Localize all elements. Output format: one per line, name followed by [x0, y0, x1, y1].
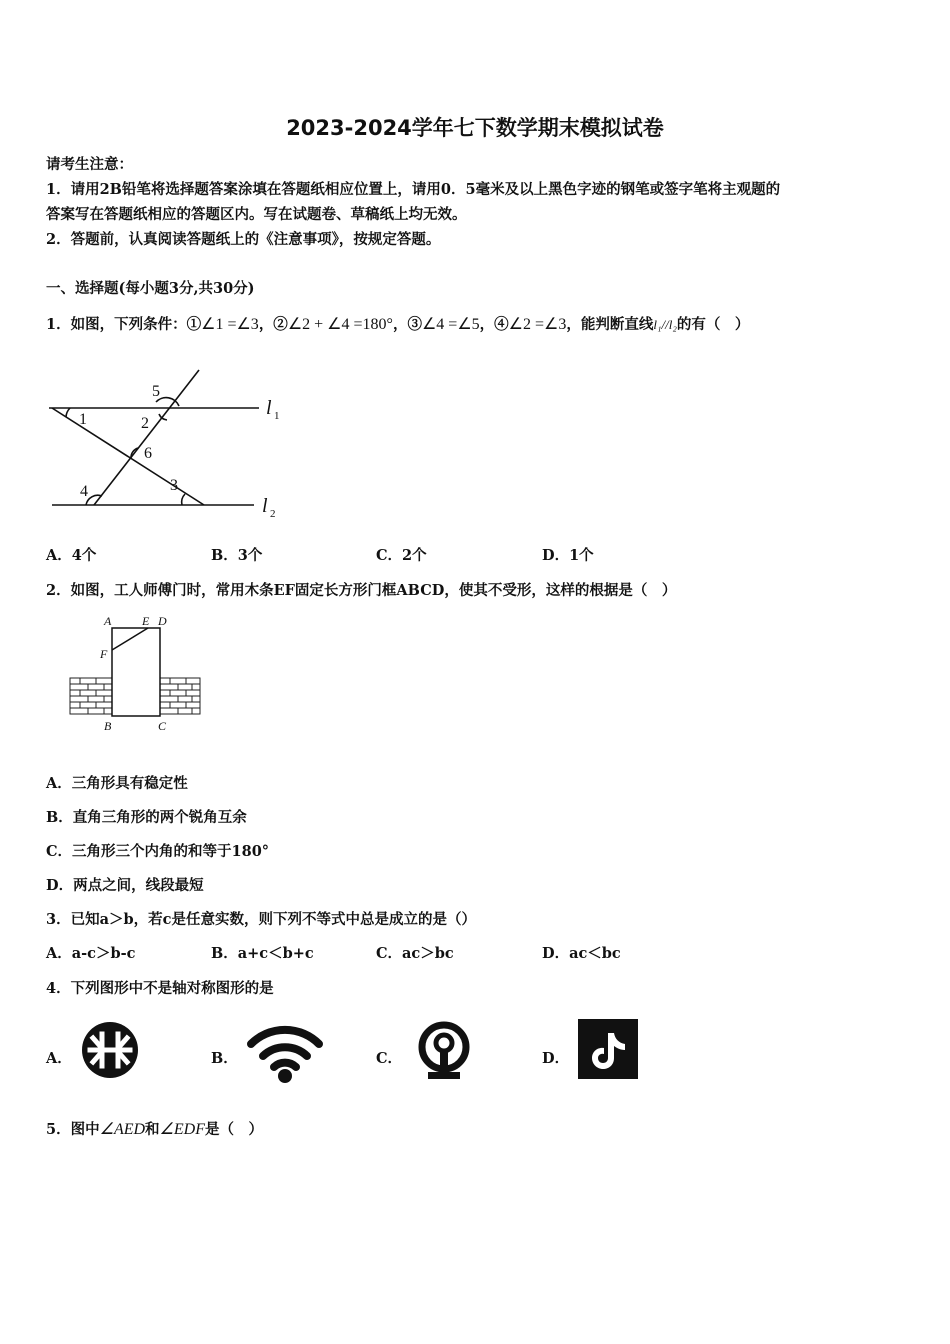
- transversal-1: [52, 408, 204, 505]
- q1-condition-3: ∠4 =∠5: [421, 316, 480, 333]
- q4-option-a-label[interactable]: A．: [46, 1050, 72, 1067]
- label-C: C: [158, 719, 167, 733]
- label-l2-sub: 2: [270, 508, 276, 520]
- label-4: 4: [80, 483, 88, 500]
- transversal-2: [94, 370, 199, 505]
- label-6: 6: [144, 445, 152, 462]
- q4-option-d-label[interactable]: D．: [542, 1050, 570, 1067]
- q1-option-a[interactable]: A．4个: [46, 547, 97, 564]
- door-frame-abcd: [112, 628, 160, 716]
- railway-logo-icon[interactable]: [412, 1018, 476, 1084]
- q1-figure: [44, 362, 294, 522]
- label-l1-sub: 1: [274, 410, 280, 422]
- q1-sep-3: ，③: [392, 316, 422, 333]
- q1-mid: ，能判断直线: [566, 316, 654, 333]
- q1-prefix: 1．如图，下列条件：①: [46, 316, 202, 333]
- question-5: [46, 1118, 263, 1139]
- metro-logo-icon[interactable]: [78, 1018, 142, 1082]
- q2-option-a[interactable]: A．三角形具有稳定性: [46, 775, 188, 792]
- q1-sep-2: ，②: [258, 316, 288, 333]
- tiktok-logo-icon[interactable]: [578, 1019, 638, 1079]
- notice-line-3: 2．答题前，认真阅读答题纸上的《注意事项》，按规定答题。: [46, 231, 441, 248]
- label-B: B: [104, 719, 112, 733]
- q1-option-c[interactable]: C．2个: [376, 547, 427, 564]
- question-2: 2．如图，工人师傅门时，常用木条EF固定长方形门框ABCD，使其不受形，这样的根据是（ ）: [46, 582, 677, 599]
- q3-option-b[interactable]: B．a+c＜b+c: [211, 945, 314, 962]
- label-l2: l: [262, 495, 268, 517]
- q5-mid: 和: [145, 1121, 160, 1138]
- label-1: 1: [79, 411, 87, 428]
- q5-prefix: 5．图中: [46, 1121, 100, 1138]
- notice-line-1: 1．请用2B铅笔将选择题答案涂填在答题纸相应位置上，请用0．5毫米及以上黑色字迹的钢笔或签字笔将主观题的: [46, 181, 781, 198]
- q1-option-b[interactable]: B．3个: [211, 547, 263, 564]
- label-E: E: [142, 614, 150, 628]
- q5-angle-aed: ∠AED: [99, 1121, 146, 1138]
- q5-angle-edf: ∠EDF: [159, 1121, 205, 1138]
- q1-condition-1: ∠1 =∠3: [201, 316, 259, 333]
- q1-sep-4: ，④: [479, 316, 509, 333]
- q2-option-b[interactable]: B．直角三角形的两个锐角互余: [46, 809, 247, 826]
- q3-option-a[interactable]: A．a-c＞b-c: [46, 945, 136, 962]
- label-D: D: [158, 614, 167, 628]
- notice-line-2: 答案写在答题纸相应的答题区内。写在试题卷、草稿纸上均无效。: [46, 206, 467, 223]
- label-5: 5: [152, 383, 160, 400]
- q2-option-d[interactable]: D．两点之间，线段最短: [46, 877, 204, 894]
- label-F: F: [100, 647, 108, 661]
- question-1: [46, 313, 749, 334]
- question-4: 4．下列图形中不是轴对称图形的是: [46, 980, 274, 997]
- q1-condition-4: ∠2 =∠3: [508, 316, 567, 333]
- q2-figure: [66, 612, 206, 740]
- q4-option-b-label[interactable]: B．: [211, 1050, 238, 1067]
- q2-option-c[interactable]: C．三角形三个内角的和等于180°: [46, 843, 270, 860]
- arc-angle-3: [182, 494, 185, 505]
- q1-condition-2: ∠2 + ∠4 =180°: [287, 316, 393, 333]
- label-A: A: [104, 614, 112, 628]
- wifi-icon[interactable]: [244, 1020, 326, 1086]
- label-3: 3: [170, 477, 178, 494]
- section-heading: 一、选择题(每小题3分,共30分): [46, 280, 255, 297]
- notice-heading: 请考生注意：: [46, 156, 133, 173]
- label-l1: l: [266, 397, 272, 419]
- arc-angle-1: [66, 408, 70, 417]
- q5-suffix: 是（ ）: [205, 1121, 263, 1138]
- q3-option-d[interactable]: D．ac＜bc: [542, 945, 621, 962]
- q1-parallel-lines: l₁//l₂: [653, 317, 677, 332]
- q4-option-c-label[interactable]: C．: [376, 1050, 403, 1067]
- label-2: 2: [141, 415, 149, 432]
- q3-option-c[interactable]: C．ac＞bc: [376, 945, 454, 962]
- question-3: 3．已知a＞b，若c是任意实数，则下列不等式中总是成立的是（）: [46, 911, 476, 928]
- q1-suffix: 的有（ ）: [676, 316, 750, 333]
- page-title: 2023-2024学年七下数学期末模拟试卷: [286, 116, 664, 140]
- q1-option-d[interactable]: D．1个: [542, 547, 594, 564]
